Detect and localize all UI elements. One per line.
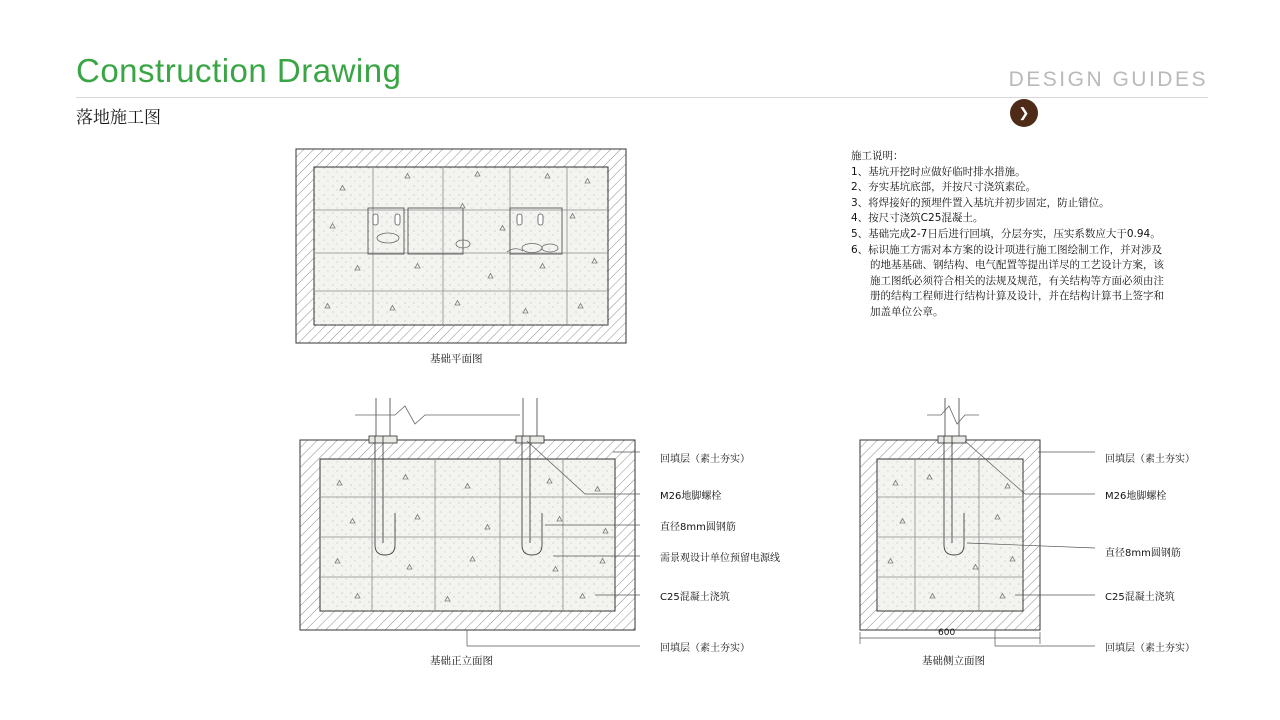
front-callout: 回填层（素土夯实） — [660, 643, 750, 654]
notes-item: 2、夯实基坑底部，并按尺寸浇筑素砼。 — [851, 181, 1037, 194]
page-header — [0, 0, 1280, 135]
notes-item: 加盖单位公章。 — [870, 305, 944, 318]
notes-item: 施工图纸必须符合相关的法规及规范，有关结构等方面必须由注 — [870, 274, 1164, 287]
front-callout: 需景观设计单位预留电源线 — [660, 553, 780, 564]
side-callout: C25混凝土浇筑 — [1105, 592, 1175, 603]
notes-item: 册的结构工程师进行结构计算及设计，并在结构计算书上签字和 — [870, 290, 1164, 303]
notes-item: 3、将焊接好的预埋件置入基坑并初步固定，防止错位。 — [851, 196, 1110, 209]
notes-item: 4、按尺寸浇筑C25混凝土。 — [851, 212, 984, 225]
side-callout: 回填层（素土夯实） — [1105, 643, 1195, 654]
notes-item: 5、基础完成2-7日后进行回填，分层夯实，压实系数应大于0.94。 — [851, 227, 1161, 240]
construction-notes — [851, 149, 1211, 321]
notes-heading: 施工说明： — [851, 150, 904, 162]
foundation-front-elevation-drawing — [295, 393, 640, 648]
side-callout: M26地脚螺栓 — [1105, 491, 1167, 502]
side-callout: 回填层（素土夯实） — [1105, 454, 1195, 465]
front-callout: 直径8mm圆钢筋 — [660, 522, 736, 533]
notes-item: 6、标识施工方需对本方案的设计项进行施工图绘制工作，并对涉及 — [851, 243, 1163, 256]
side-dimension-label: 600 — [938, 628, 956, 638]
front-callout: C25混凝土浇筑 — [660, 592, 730, 603]
notes-item: 1、基坑开挖时应做好临时排水措施。 — [851, 165, 1026, 178]
page-title-en: Construction Drawing — [76, 52, 402, 89]
foundation-plan-drawing — [295, 148, 627, 344]
front-callout: M26地脚螺栓 — [660, 491, 722, 502]
side-callout: 直径8mm圆钢筋 — [1105, 548, 1181, 559]
front-callout: 回填层（素土夯实） — [660, 454, 750, 465]
chevron-right-icon[interactable]: ❯ — [1010, 99, 1038, 127]
front-elevation-caption: 基础正立面图 — [430, 655, 493, 667]
page-title-cn: 落地施工图 — [76, 108, 161, 128]
foundation-side-elevation-drawing — [855, 393, 1095, 648]
side-elevation-caption: 基础侧立面图 — [922, 655, 985, 667]
notes-item: 的地基基础、钢结构、电气配置等提出详尽的工艺设计方案，该 — [870, 259, 1164, 272]
header-divider — [76, 97, 1208, 98]
page-title-right: DESIGN GUIDES — [1008, 68, 1208, 91]
plan-caption: 基础平面图 — [430, 353, 483, 365]
